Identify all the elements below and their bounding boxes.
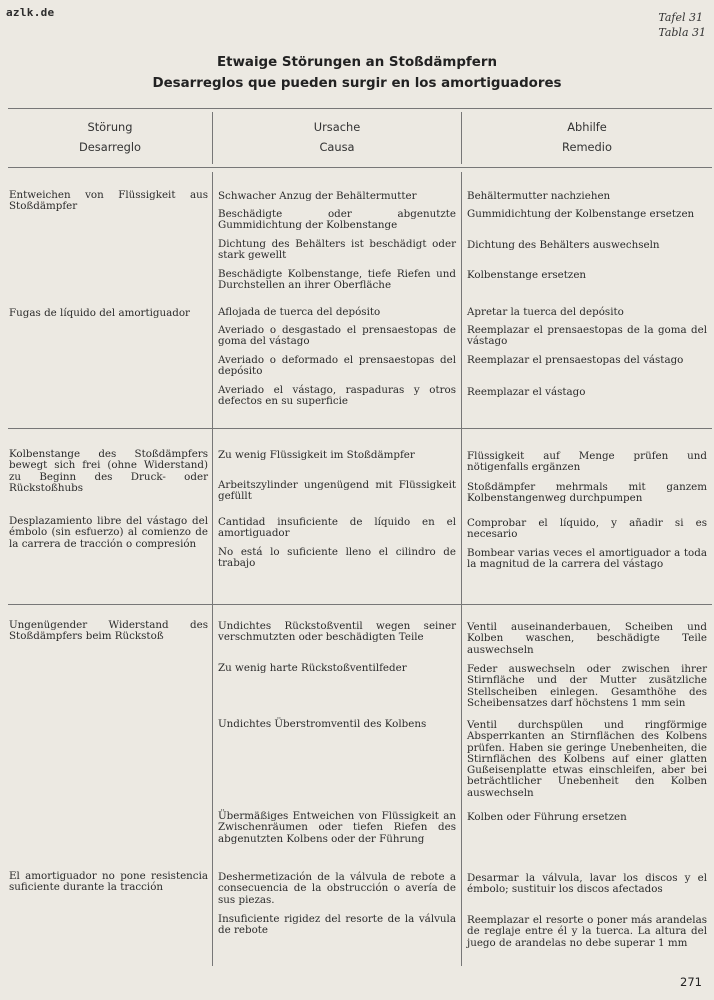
header-cause-de: Ursache bbox=[313, 120, 361, 134]
fault-cell: Fugas de líquido del amortiguador bbox=[9, 307, 190, 319]
cause-cell: Averiado o deformado el prensaestopas del depósito bbox=[218, 354, 456, 378]
remedy-cell: Reemplazar el prensaestopas de la goma del vástago bbox=[467, 324, 707, 348]
cause-cell: Averiado el vástago, raspaduras y otros defectos en su superficie bbox=[218, 384, 456, 408]
table-number bbox=[658, 10, 706, 40]
remedy-cell: Reemplazar el resorte o poner más arandelas de reglaje entre él y la tuerca. La altura del juego de arandelas no debe superar 1 mm bbox=[467, 914, 707, 949]
cause-cell: Cantidad insuficiente de líquido en el amortiguador bbox=[218, 516, 456, 540]
remedy-cell: Stoßdämpfer mehrmals mit ganzem Kolbenstangenweg durchpumpen bbox=[467, 481, 707, 505]
cause-cell: Zu wenig harte Rückstoßventilfeder bbox=[218, 662, 407, 674]
cause-cell: Übermäßiges Entweichen von Flüssigkeit an Zwischenräumen oder tiefen Riefen des abgenutzten Kolbens oder der Führung bbox=[218, 810, 456, 845]
cause-cell: Deshermetización de la válvula de rebote a consecuencia de la obstrucción o avería de sus piezas. bbox=[218, 871, 456, 906]
block-separator bbox=[8, 604, 712, 605]
cause-cell: Undichtes Überstromventil des Kolbens bbox=[218, 718, 427, 730]
watermark: azlk.de bbox=[6, 6, 55, 19]
table-number-es: Tabla 31 bbox=[658, 26, 706, 39]
remedy-cell: Feder auswechseln oder zwischen ihrer Stirnfläche und der Mutter zusätzliche Stellscheiben einlegen. Gesamthöhe des Scheibensatzes darf höchstens 1 mm sein bbox=[467, 663, 707, 709]
cause-cell: Dichtung des Behälters ist beschädigt oder stark gewellt bbox=[218, 238, 456, 262]
column-divider bbox=[212, 172, 213, 966]
header-remedy-es: Remedio bbox=[562, 140, 612, 154]
header-fault-de: Störung bbox=[87, 120, 133, 134]
cause-cell: Undichtes Rückstoßventil wegen seiner verschmutzten oder beschädigten Teile bbox=[218, 620, 456, 644]
remedy-cell: Comprobar el líquido, y añadir si es necesario bbox=[467, 517, 707, 541]
cause-cell: Schwacher Anzug der Behältermutter bbox=[218, 190, 417, 202]
cause-cell: Zu wenig Flüssigkeit im Stoßdämpfer bbox=[218, 449, 415, 461]
block-separator bbox=[8, 428, 712, 429]
header-cause bbox=[213, 117, 461, 157]
remedy-cell: Gummidichtung der Kolbenstange ersetzen bbox=[467, 208, 695, 220]
cause-cell: No está lo suficiente lleno el cilindro de trabajo bbox=[218, 546, 456, 570]
table-top-rule bbox=[8, 108, 712, 109]
page-number: 271 bbox=[680, 975, 702, 989]
remedy-cell: Apretar la tuerca del depósito bbox=[467, 306, 624, 318]
remedy-cell: Ventil auseinanderbauen, Scheiben und Kolben waschen, beschädigte Teile auswechseln bbox=[467, 621, 707, 656]
cause-cell: Arbeitszylinder ungenügend mit Flüssigkeit gefüllt bbox=[218, 479, 456, 503]
remedy-cell: Reemplazar el vástago bbox=[467, 386, 586, 398]
cause-cell: Insuficiente rigidez del resorte de la válvula de rebote bbox=[218, 913, 456, 937]
remedy-cell: Behältermutter nachziehen bbox=[467, 190, 611, 202]
header-fault-es: Desarreglo bbox=[79, 140, 141, 154]
header-cause-es: Causa bbox=[319, 140, 355, 154]
cause-cell: Beschädigte Kolbenstange, tiefe Riefen und Durchstellen an ihrer Oberfläche bbox=[218, 268, 456, 292]
column-divider bbox=[461, 172, 462, 966]
remedy-cell: Desarmar la válvula, lavar los discos y el émbolo; sustituir los discos afectados bbox=[467, 872, 707, 896]
remedy-cell: Kolbenstange ersetzen bbox=[467, 269, 587, 281]
remedy-cell: Flüssigkeit auf Menge prüfen und nötigenfalls ergänzen bbox=[467, 450, 707, 474]
cause-cell: Averiado o desgastado el prensaestopas de goma del vástago bbox=[218, 324, 456, 348]
page-title-es: Desarreglos que pueden surgir en los amortiguadores bbox=[152, 76, 562, 91]
fault-cell: Ungenügender Widerstand des Stoßdämpfers beim Rückstoß bbox=[9, 619, 208, 643]
cause-cell: Beschädigte oder abgenutzte Gummidichtung der Kolbenstange bbox=[218, 208, 456, 232]
header-remedy bbox=[462, 117, 712, 157]
remedy-cell: Bombear varias veces el amortiguador a toda la magnitud de la carrera del vástago bbox=[467, 547, 707, 571]
fault-cell: Entweichen von Flüssigkeit aus Stoßdämpfer bbox=[9, 189, 208, 213]
cause-cell: Aflojada de tuerca del depósito bbox=[218, 306, 381, 318]
remedy-cell: Ventil durchspülen und ringförmige Absperrkanten an Stirnflächen des Kolbens prüfen. Haben sie geringe Unebenheiten, die Stirnflächen des Kolbens auf einer glatten Gußeisenplatte etwas einschleifen, aber bei beträchtlicher Unebenheit den Kolben auswechseln bbox=[467, 719, 707, 799]
header-fault bbox=[8, 117, 212, 157]
header-remedy-de: Abhilfe bbox=[567, 120, 607, 134]
fault-cell: Kolbenstange des Stoßdämpfers bewegt sich frei (ohne Widerstand) zu Beginn des Druck- oder Rückstoßhubs bbox=[9, 448, 208, 494]
remedy-cell: Dichtung des Behälters auswechseln bbox=[467, 239, 660, 251]
table-number-de: Tafel 31 bbox=[658, 11, 703, 24]
header-bottom-rule bbox=[8, 167, 712, 168]
fault-cell: Desplazamiento libre del vástago del émbolo (sin esfuerzo) al comienzo de la carrera de tracción o compresión bbox=[9, 515, 208, 550]
fault-cell: El amortiguador no pone resistencia suficiente durante la tracción bbox=[9, 870, 208, 894]
remedy-cell: Reemplazar el prensaestopas del vástago bbox=[467, 354, 684, 366]
page-title-de: Etwaige Störungen an Stoßdämpfern bbox=[217, 55, 497, 70]
remedy-cell: Kolben oder Führung ersetzen bbox=[467, 811, 627, 823]
